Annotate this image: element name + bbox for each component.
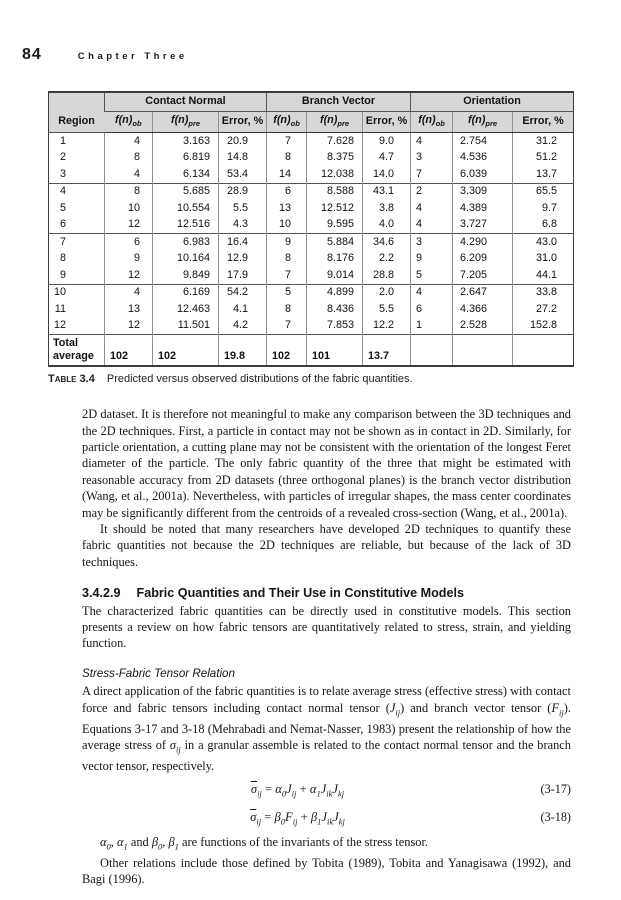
region-header-cell: Region xyxy=(49,92,105,133)
table-cell: 13.7 xyxy=(513,166,574,183)
table-cell: 2.647 xyxy=(453,284,513,301)
fn-observed-header: $f(n)_{ob}$ xyxy=(105,111,153,133)
table-cell: 53.4 xyxy=(219,166,267,183)
table-cell: 6.039 xyxy=(453,166,513,183)
table-cell: 5.5 xyxy=(363,301,411,318)
table-cell: 8 xyxy=(267,150,307,167)
table-cell: 4 xyxy=(411,284,453,301)
table-cell: 4.3 xyxy=(219,217,267,234)
table-cell: 9.849 xyxy=(153,267,219,284)
table-row xyxy=(49,133,574,150)
running-head xyxy=(0,0,621,64)
paragraph-direct-application: A direct application of the fabric quantities is to relate average stress (effective stress) with contact force and fabric tensors including contact normal tensor $(J_{ij})$ and branch vector tensor $(F_{ij})$. Equations 3-17 and 3-18 (Mehrabadi and Nemat-Nasser, 1983) present the relationship of how the average stress of $\sigma_{ij}$ in a granular assemble is related to the contact normal tensor and the branch vector tensor, respectively. xyxy=(82,684,572,773)
table-cell: 10 xyxy=(105,200,153,217)
table-cell: 7.628 xyxy=(307,133,363,150)
table-cell: 102 xyxy=(267,335,307,367)
table-cell: 8 xyxy=(105,183,153,200)
table-cell: 12.2 xyxy=(363,318,411,335)
table-cell: 12.038 xyxy=(307,166,363,183)
table-row xyxy=(49,150,574,167)
fabric-quantities-table xyxy=(48,91,574,367)
table-cell: 7 xyxy=(267,318,307,335)
table-cell: 6 xyxy=(267,183,307,200)
table-cell: 10 xyxy=(267,217,307,234)
table-cell: 4.899 xyxy=(307,284,363,301)
table-cell xyxy=(453,335,513,367)
table-subheader-row xyxy=(49,111,574,133)
table-cell: 5 xyxy=(411,267,453,284)
table-cell: 4.290 xyxy=(453,234,513,251)
table-cell: 44.1 xyxy=(513,267,574,284)
table-cell: 4 xyxy=(411,217,453,234)
table-cell: 10.164 xyxy=(153,251,219,268)
equation-number: (3-18) xyxy=(540,810,571,825)
table-row xyxy=(49,318,574,335)
table-cell: 5.884 xyxy=(307,234,363,251)
table-cell: 3.163 xyxy=(153,133,219,150)
fn-observed-header: $f(n)_{ob}$ xyxy=(267,111,307,133)
table-cell: 31.0 xyxy=(513,251,574,268)
table-cell: 4 xyxy=(105,166,153,183)
table-cell: 3 xyxy=(411,150,453,167)
table-row xyxy=(49,284,574,301)
table-cell xyxy=(411,335,453,367)
total-label: Total average xyxy=(49,335,105,367)
section-heading xyxy=(82,585,571,601)
table-cell: 5 xyxy=(267,284,307,301)
equation-expression: $\overline{\sigma}_{ij} = \alpha_0J_{ij} + \alpha_1J_{ik}J_{kj}$ xyxy=(250,782,345,799)
table-cell: 101 xyxy=(307,335,363,367)
group-header-orientation: Orientation xyxy=(411,92,574,111)
table-cell: 2.528 xyxy=(453,318,513,335)
table-cell: 9 xyxy=(59,268,66,281)
table-cell: 33.8 xyxy=(513,284,574,301)
table-row xyxy=(49,166,574,183)
table-cell: 6.819 xyxy=(153,150,219,167)
error-header: Error, % xyxy=(219,111,267,133)
table-cell: 6 xyxy=(411,301,453,318)
table-cell: 8 xyxy=(59,252,66,265)
table-cell: 4.1 xyxy=(219,301,267,318)
table-cell: 13 xyxy=(105,301,153,318)
equation-3-17 xyxy=(82,781,571,802)
table-row xyxy=(49,251,574,268)
table-cell: 6.983 xyxy=(153,234,219,251)
table-cell: 27.2 xyxy=(513,301,574,318)
table-cell: 34.6 xyxy=(363,234,411,251)
table-cell: 7 xyxy=(49,234,105,251)
table-cell: 9.595 xyxy=(307,217,363,234)
caption-text: Predicted versus observed distributions of the fabric quantities. xyxy=(106,373,413,386)
table-cell: 12.463 xyxy=(153,301,219,318)
table-cell: 12 xyxy=(53,319,66,332)
table-cell: 1 xyxy=(411,318,453,335)
table-cell: 43.1 xyxy=(363,183,411,200)
table-cell: 12 xyxy=(105,217,153,234)
paragraph-characterized-quantities: The characterized fabric quantities can be directly used in constitutive models. This section presents a review on how fabric tensors are quantitatively related to stress, strain, and yielding function. xyxy=(82,603,571,651)
table-cell: 8.436 xyxy=(307,301,363,318)
table-cell: 4.389 xyxy=(453,200,513,217)
section-title: Fabric Quantities and Their Use in Constitutive Models xyxy=(136,586,465,601)
table-cell: 2 xyxy=(59,151,66,164)
table-cell: 12.9 xyxy=(219,251,267,268)
table-row xyxy=(49,301,574,318)
table-cell: 5.685 xyxy=(153,183,219,200)
table-cell: 7 xyxy=(267,267,307,284)
table-cell: 8.588 xyxy=(307,183,363,200)
equation-3-18 xyxy=(82,809,571,830)
table-cell: 6.134 xyxy=(153,166,219,183)
table-cell: 2.754 xyxy=(453,133,513,150)
table-cell: 9 xyxy=(267,234,307,251)
table-cell: 3 xyxy=(59,167,66,180)
table-cell: 6.8 xyxy=(513,217,574,234)
table-row xyxy=(49,217,574,234)
table-cell: 102 xyxy=(105,335,153,367)
table-cell: 28.9 xyxy=(219,183,267,200)
table-cell: 9.014 xyxy=(307,267,363,284)
table-row xyxy=(49,200,574,217)
group-header-contact-normal: Contact Normal xyxy=(105,92,267,111)
error-header: Error, % xyxy=(513,111,574,133)
equation-expression: $\overline{\sigma}_{ij} = \beta_0F_{ij} + \beta_1J_{ik}J_{kj}$ xyxy=(250,810,345,827)
table-cell: 5.5 xyxy=(219,200,267,217)
table-cell: 5 xyxy=(59,201,66,214)
table-cell: 3.309 xyxy=(453,183,513,200)
paragraph-2d-dataset: 2D dataset. It is therefore not meaningful to make any comparison between the 3D techniques and the 2D techniques. First, a particle in contact may not be shown as in contact in 2D. Similarly, for particle orientation, a cutting plane may not be consistent with the orientation of the longest Feret diameter of the particle. The only fabric quantity of the three that might be estimated with reasonable accuracy from 2D datasets (three orthogonal planes) is the branch vector distribution (Wang, et al., 2001a). Nevertheless, with particles of irregular shapes, the mass center coordinates may be significantly different from the centroids of a revealed cross-section (Wang, et al., 2001a). xyxy=(82,407,571,520)
table-cell: 8 xyxy=(267,301,307,318)
table-cell: 4 xyxy=(105,284,153,301)
table-cell: 3.727 xyxy=(453,217,513,234)
table-cell: 6 xyxy=(59,218,66,231)
table-caption xyxy=(48,373,621,385)
table-cell: 4.0 xyxy=(363,217,411,234)
total-average-row xyxy=(49,335,574,367)
table-cell: 8.375 xyxy=(307,150,363,167)
subsection-heading: Stress-Fabric Tensor Relation xyxy=(82,666,235,680)
table-cell: 4 xyxy=(49,183,105,200)
table-cell: 12.516 xyxy=(153,217,219,234)
table-cell: 28.8 xyxy=(363,267,411,284)
table-cell: 43.0 xyxy=(513,234,574,251)
table-cell: 51.2 xyxy=(513,150,574,167)
table-cell: 10 xyxy=(49,284,105,301)
table-group-header-row xyxy=(49,92,574,111)
table-cell: 9.0 xyxy=(363,133,411,150)
table-cell: 9 xyxy=(105,251,153,268)
error-header: Error, % xyxy=(363,111,411,133)
table-cell: 19.8 xyxy=(219,335,267,367)
table-cell: 6 xyxy=(105,234,153,251)
table-row xyxy=(49,267,574,284)
table-cell: 2.2 xyxy=(363,251,411,268)
table-cell: 16.4 xyxy=(219,234,267,251)
table-cell: 8 xyxy=(267,251,307,268)
table-cell: 7 xyxy=(411,166,453,183)
table-cell: 17.9 xyxy=(219,267,267,284)
table-cell: 14 xyxy=(267,166,307,183)
body-text xyxy=(82,406,571,888)
table-cell: 3.8 xyxy=(363,200,411,217)
table-cell: 2 xyxy=(411,183,453,200)
table-cell: 20.9 xyxy=(219,133,267,150)
table-cell: 8 xyxy=(105,150,153,167)
table-cell: 14.0 xyxy=(363,166,411,183)
table-cell: 4.536 xyxy=(453,150,513,167)
table-cell xyxy=(513,335,574,367)
table-row xyxy=(49,183,574,200)
table-cell: 11 xyxy=(54,302,66,315)
table-cell: 4 xyxy=(411,133,453,150)
table-cell: 10.554 xyxy=(153,200,219,217)
table-cell: 4.7 xyxy=(363,150,411,167)
paragraph-coefficients: $\alpha_0$, $\alpha_1$ and $\beta_0$, $\beta_1$ are functions of the invariants of the stress tensor. xyxy=(100,835,429,852)
table-cell: 6.169 xyxy=(153,284,219,301)
table-cell: 9 xyxy=(411,251,453,268)
fn-observed-header: $f(n)_{ob}$ xyxy=(411,111,453,133)
page-number: 84 xyxy=(22,46,42,63)
table-cell: 4.2 xyxy=(219,318,267,335)
group-header-branch-vector: Branch Vector xyxy=(267,92,411,111)
table-cell: 4 xyxy=(411,200,453,217)
table-cell: 14.8 xyxy=(219,150,267,167)
table-cell: 7.853 xyxy=(307,318,363,335)
section-number: 3.4.2.9 xyxy=(82,586,121,601)
table-cell: 11.501 xyxy=(153,318,219,335)
paragraph-other-relations: Other relations include those defined by Tobita (1989), Tobita and Yanagisawa (1992), and Bagi (1996). xyxy=(82,855,571,887)
equation-number: (3-17) xyxy=(540,782,571,797)
caption-label: Table 3.4 xyxy=(48,373,95,386)
table-cell: 31.2 xyxy=(513,133,574,150)
table-cell: 7.205 xyxy=(453,267,513,284)
table-cell: 12 xyxy=(105,267,153,284)
table-cell: 12 xyxy=(105,318,153,335)
table-cell: 13 xyxy=(267,200,307,217)
table-cell: 102 xyxy=(153,335,219,367)
table-cell: 3 xyxy=(411,234,453,251)
table-cell: 9.7 xyxy=(513,200,574,217)
chapter-title: Chapter Three xyxy=(77,51,188,62)
table-cell: 4 xyxy=(105,133,153,150)
table-cell: 13.7 xyxy=(363,335,411,367)
table-cell: 4.366 xyxy=(453,301,513,318)
table-cell: 54.2 xyxy=(219,284,267,301)
table-cell: 8.176 xyxy=(307,251,363,268)
table-row xyxy=(49,234,574,251)
table-cell: 7 xyxy=(267,133,307,150)
table-cell: 152.8 xyxy=(513,318,574,335)
table-cell: 2.0 xyxy=(363,284,411,301)
fn-predicted-header: $f(n)_{pre}$ xyxy=(453,111,513,133)
paragraph-it-should-be-noted: It should be noted that many researchers have developed 2D techniques to quantify these fabric quantities not because the 2D techniques are reliable, but because of the lack of 3D techniques. xyxy=(82,522,571,569)
table-cell: 12.512 xyxy=(307,200,363,217)
table-cell: 6.209 xyxy=(453,251,513,268)
fn-predicted-header: $f(n)_{pre}$ xyxy=(307,111,363,133)
table-cell: 65.5 xyxy=(513,183,574,200)
table-cell: 1 xyxy=(59,134,66,147)
fn-predicted-header: $f(n)_{pre}$ xyxy=(153,111,219,133)
